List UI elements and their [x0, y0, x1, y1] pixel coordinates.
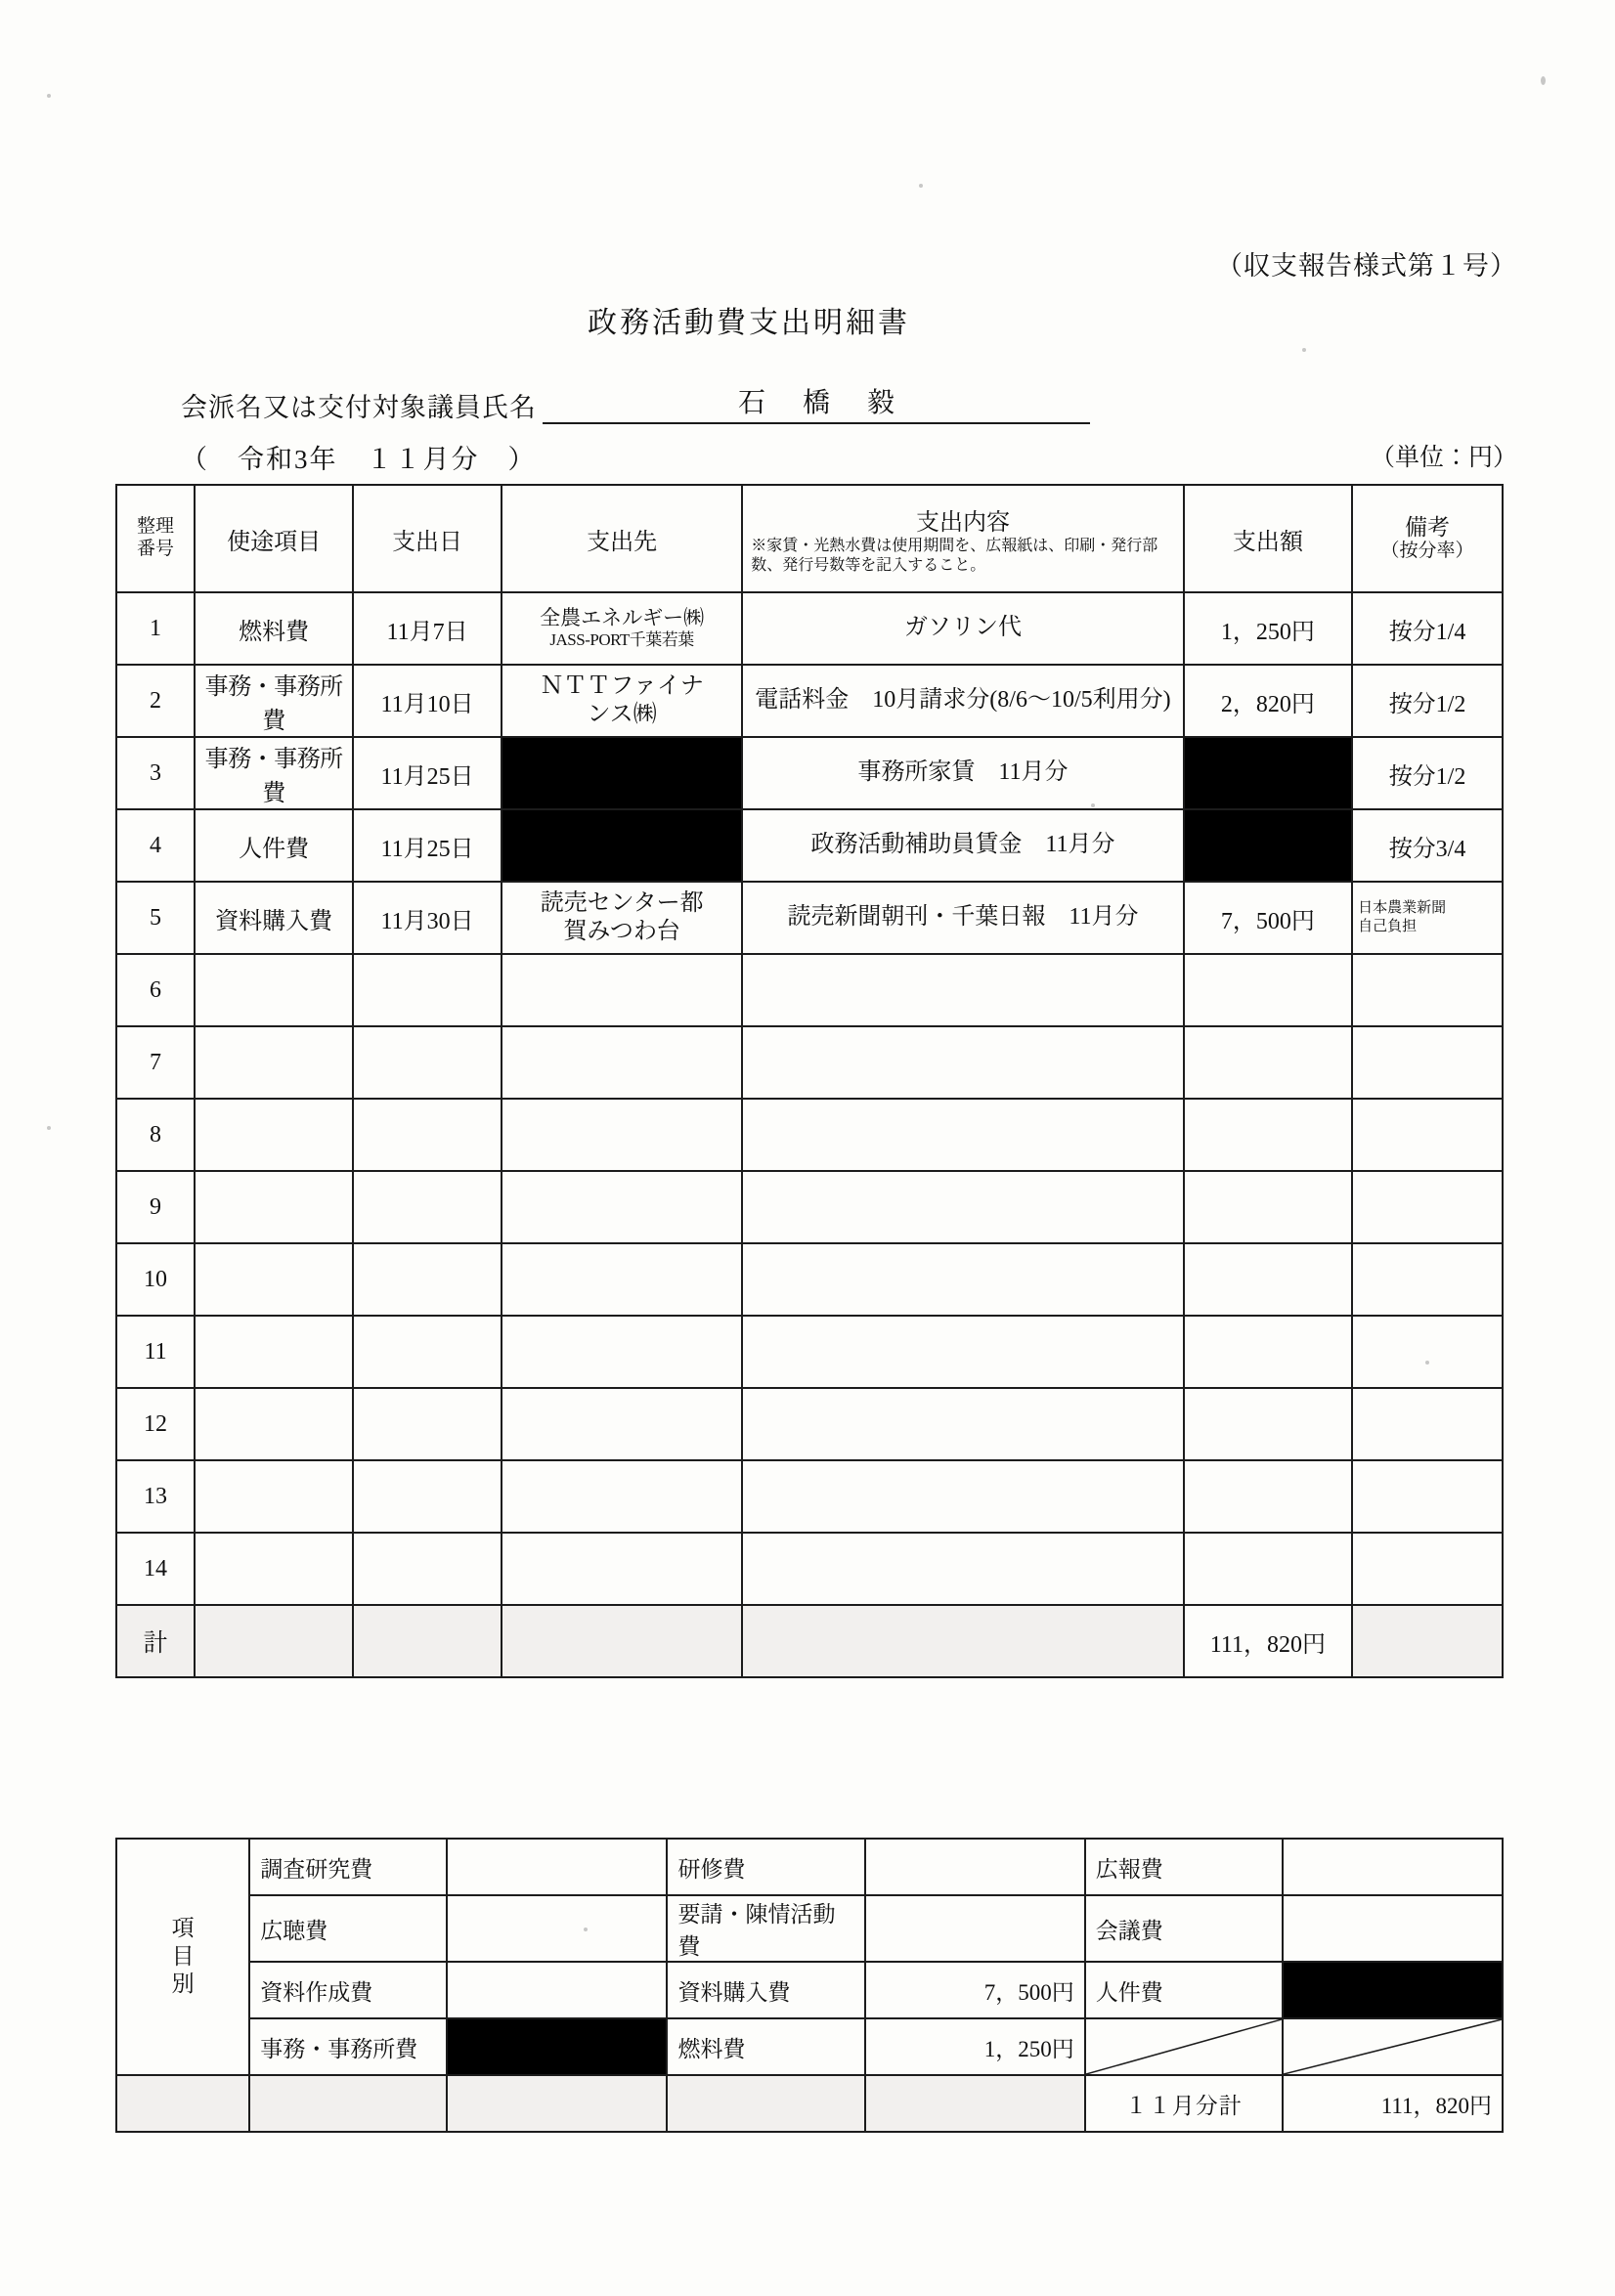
cell-date: 11月25日 — [353, 737, 502, 809]
cell-amount — [1184, 1460, 1352, 1533]
category-value-petition — [865, 1895, 1085, 1962]
category-value-material-purchase: 7，500円 — [865, 1962, 1085, 2018]
category-empty-diagonal-left — [1085, 2018, 1283, 2075]
cell-item: 燃料費 — [195, 592, 353, 665]
footer-blank-side — [116, 2075, 249, 2132]
form-number: （収支報告様式第１号） — [1216, 251, 1517, 281]
cell-amount: 1，250円 — [1184, 592, 1352, 665]
header-amount: 支出額 — [1184, 485, 1352, 592]
category-row — [116, 1839, 1503, 1895]
header-description — [742, 485, 1183, 592]
cell-description: 読売新聞朝刊・千葉日報 11月分 — [742, 882, 1183, 954]
table-row — [116, 737, 1503, 809]
cell-no: 1 — [116, 592, 195, 665]
cell-description: ガソリン代 — [742, 592, 1183, 665]
cell-description — [742, 954, 1183, 1026]
cell-no: 13 — [116, 1460, 195, 1533]
cell-amount — [1184, 1243, 1352, 1316]
cell-item: 資料購入費 — [195, 882, 353, 954]
cell-amount-redacted — [1184, 809, 1352, 882]
header-description-title: 支出内容 — [915, 509, 1010, 536]
cell-description — [742, 1533, 1183, 1605]
cell-description — [742, 1460, 1183, 1533]
table-row — [116, 665, 1503, 737]
cell-payee-redacted — [502, 809, 742, 882]
cell-payee — [502, 665, 742, 737]
member-name-value: 石橋毅 — [543, 381, 1090, 424]
cell-payee — [502, 954, 742, 1026]
category-value-meeting — [1283, 1895, 1503, 1962]
table-row — [116, 1243, 1503, 1316]
category-label-research: 調査研究費 — [249, 1839, 447, 1895]
cell-no: 6 — [116, 954, 195, 1026]
cell-note — [1352, 1243, 1503, 1316]
monthly-total-value: 111，820円 — [1283, 2075, 1503, 2132]
monthly-total-label: １１月分計 — [1085, 2075, 1283, 2132]
total-blank-note — [1352, 1605, 1503, 1677]
table-row — [116, 1388, 1503, 1460]
cell-no: 8 — [116, 1099, 195, 1171]
cell-payee — [502, 1243, 742, 1316]
total-blank-date — [353, 1605, 502, 1677]
footer-blank-1 — [249, 2075, 447, 2132]
table-row — [116, 954, 1503, 1026]
category-side-label — [116, 1839, 249, 2075]
table-row — [116, 1460, 1503, 1533]
payee-line1: 読売センター都 — [540, 889, 704, 916]
cell-description — [742, 1316, 1183, 1388]
cell-item: 人件費 — [195, 809, 353, 882]
note-line2: 自己負担 — [1358, 919, 1418, 934]
payee-line2: JASS-PORT千葉若葉 — [549, 630, 694, 650]
footer-blank-2 — [447, 2075, 667, 2132]
side-label-line1: 項 — [171, 1915, 195, 1940]
cell-item: 事務・事務所費 — [195, 665, 353, 737]
category-row — [116, 1895, 1503, 1962]
category-label-personnel: 人件費 — [1085, 1962, 1283, 2018]
cell-item: 事務・事務所費 — [195, 737, 353, 809]
cell-amount — [1184, 1316, 1352, 1388]
category-summary-table — [115, 1838, 1504, 2133]
payee-line2: 賀みつわ台 — [563, 919, 680, 944]
category-value-publicity — [1283, 1839, 1503, 1895]
header-description-note: ※家賃・光熱水費は使用期間を、広報紙は、印刷・発行部数、発行号数等を記入すること。 — [751, 537, 1158, 574]
cell-description: 事務所家賃 11月分 — [742, 737, 1183, 809]
header-note — [1352, 485, 1503, 592]
period-label: （ 令和3年 １１月分 ） — [181, 445, 537, 474]
category-empty-diagonal-right — [1283, 2018, 1503, 2075]
total-blank-item — [195, 1605, 353, 1677]
category-value-training — [865, 1839, 1085, 1895]
scan-speck — [1302, 348, 1306, 352]
page-title: 政務活動費支出明細書 — [588, 307, 910, 339]
header-payee: 支出先 — [502, 485, 742, 592]
scan-speck — [47, 1126, 51, 1130]
category-value-fuel: 1，250円 — [865, 2018, 1085, 2075]
cell-payee — [502, 1026, 742, 1099]
footer-blank-4 — [865, 2075, 1085, 2132]
category-footer-row — [116, 2075, 1503, 2132]
cell-date — [353, 1026, 502, 1099]
category-label-meeting: 会議費 — [1085, 1895, 1283, 1962]
cell-description — [742, 1388, 1183, 1460]
cell-amount — [1184, 1388, 1352, 1460]
table-row — [116, 1316, 1503, 1388]
cell-description — [742, 1243, 1183, 1316]
category-label-office: 事務・事務所費 — [249, 2018, 447, 2075]
cell-payee — [502, 592, 742, 665]
header-no — [116, 485, 195, 592]
cell-item — [195, 1099, 353, 1171]
footer-blank-3 — [667, 2075, 864, 2132]
payee-line1: 全農エネルギー㈱ — [540, 605, 705, 629]
table-header-row — [116, 485, 1503, 592]
cell-no: 4 — [116, 809, 195, 882]
cell-amount: 2，820円 — [1184, 665, 1352, 737]
cell-date: 11月25日 — [353, 809, 502, 882]
cell-amount — [1184, 1171, 1352, 1243]
cell-date: 11月30日 — [353, 882, 502, 954]
cell-note — [1352, 1171, 1503, 1243]
cell-item — [195, 1316, 353, 1388]
cell-no: 9 — [116, 1171, 195, 1243]
cell-item — [195, 1243, 353, 1316]
total-amount: 111，820円 — [1184, 1605, 1352, 1677]
cell-date: 11月7日 — [353, 592, 502, 665]
category-value-research — [447, 1839, 667, 1895]
cell-payee — [502, 1460, 742, 1533]
category-label-petition: 要請・陳情活動費 — [667, 1895, 864, 1962]
table-row — [116, 882, 1503, 954]
category-value-personnel-redacted — [1283, 1962, 1503, 2018]
cell-note — [1352, 1460, 1503, 1533]
cell-amount — [1184, 1026, 1352, 1099]
cell-note — [1352, 1026, 1503, 1099]
cell-note — [1352, 1388, 1503, 1460]
header-note-line1: 備考 — [1405, 514, 1451, 540]
category-label-publicity: 広報費 — [1085, 1839, 1283, 1895]
category-label-training: 研修費 — [667, 1839, 864, 1895]
cell-no: 3 — [116, 737, 195, 809]
cell-description — [742, 1026, 1183, 1099]
scan-speck — [47, 94, 51, 98]
category-label-hearing: 広聴費 — [249, 1895, 447, 1962]
cell-note: 按分1/2 — [1352, 737, 1503, 809]
cell-note — [1352, 954, 1503, 1026]
cell-no: 14 — [116, 1533, 195, 1605]
table-row — [116, 1099, 1503, 1171]
cell-date — [353, 1533, 502, 1605]
cell-item — [195, 1533, 353, 1605]
total-label: 計 — [116, 1605, 195, 1677]
cell-date — [353, 1460, 502, 1533]
header-no-line2: 番号 — [137, 539, 175, 559]
cell-date — [353, 1243, 502, 1316]
cell-amount — [1184, 1533, 1352, 1605]
table-row — [116, 1533, 1503, 1605]
cell-item — [195, 954, 353, 1026]
cell-amount: 7，500円 — [1184, 882, 1352, 954]
cell-date — [353, 1388, 502, 1460]
cell-amount — [1184, 1099, 1352, 1171]
cell-no: 12 — [116, 1388, 195, 1460]
category-value-office-redacted — [447, 2018, 667, 2075]
header-note-line2: （按分率） — [1380, 541, 1474, 562]
member-name-label: 会派名又は交付対象議員氏名 — [181, 393, 537, 422]
cell-payee-redacted — [502, 737, 742, 809]
payee-line1: ＮＴＴファイナ — [540, 672, 704, 699]
table-total-row — [116, 1605, 1503, 1677]
cell-no: 11 — [116, 1316, 195, 1388]
cell-note: 按分1/2 — [1352, 665, 1503, 737]
table-row — [116, 592, 1503, 665]
unit-label: （単位：円） — [1370, 445, 1517, 471]
cell-payee — [502, 1099, 742, 1171]
cell-no: 10 — [116, 1243, 195, 1316]
cell-note: 按分1/4 — [1352, 592, 1503, 665]
cell-item — [195, 1171, 353, 1243]
category-label-fuel: 燃料費 — [667, 2018, 864, 2075]
cell-note — [1352, 1533, 1503, 1605]
cell-date — [353, 1171, 502, 1243]
category-label-material-creation: 資料作成費 — [249, 1962, 447, 2018]
payee-line2: ンス㈱ — [587, 702, 657, 727]
cell-note — [1352, 1316, 1503, 1388]
table-row — [116, 1026, 1503, 1099]
category-row — [116, 2018, 1503, 2075]
side-label-line2: 目 — [171, 1943, 195, 1969]
cell-note: 按分3/4 — [1352, 809, 1503, 882]
scan-speck — [919, 184, 923, 188]
header-item: 使途項目 — [195, 485, 353, 592]
cell-description — [742, 1171, 1183, 1243]
cell-amount-redacted — [1184, 737, 1352, 809]
category-value-material-creation — [447, 1962, 667, 2018]
category-row — [116, 1962, 1503, 2018]
side-label-line3: 別 — [171, 1971, 195, 1997]
cell-payee — [502, 1171, 742, 1243]
cell-date: 11月10日 — [353, 665, 502, 737]
header-no-line1: 整理 — [137, 516, 175, 538]
cell-date — [353, 1099, 502, 1171]
cell-payee — [502, 882, 742, 954]
cell-description: 電話料金 10月請求分(8/6〜10/5利用分) — [742, 665, 1183, 737]
cell-note — [1352, 882, 1503, 954]
scan-speck — [1541, 76, 1546, 85]
cell-payee — [502, 1316, 742, 1388]
header-date: 支出日 — [353, 485, 502, 592]
cell-no: 5 — [116, 882, 195, 954]
cell-date — [353, 1316, 502, 1388]
note-line1: 日本農業新聞 — [1358, 900, 1447, 917]
cell-payee — [502, 1533, 742, 1605]
table-row — [116, 809, 1503, 882]
cell-no: 7 — [116, 1026, 195, 1099]
cell-no: 2 — [116, 665, 195, 737]
cell-payee — [502, 1388, 742, 1460]
cell-item — [195, 1460, 353, 1533]
cell-date — [353, 954, 502, 1026]
member-name-row — [181, 381, 1090, 424]
expense-table — [115, 484, 1504, 1678]
cell-item — [195, 1026, 353, 1099]
table-row — [116, 1171, 1503, 1243]
total-blank-description — [742, 1605, 1183, 1677]
cell-description: 政務活動補助員賃金 11月分 — [742, 809, 1183, 882]
category-value-hearing — [447, 1895, 667, 1962]
total-blank-payee — [502, 1605, 742, 1677]
cell-amount — [1184, 954, 1352, 1026]
cell-note — [1352, 1099, 1503, 1171]
category-label-material-purchase: 資料購入費 — [667, 1962, 864, 2018]
cell-item — [195, 1388, 353, 1460]
cell-description — [742, 1099, 1183, 1171]
